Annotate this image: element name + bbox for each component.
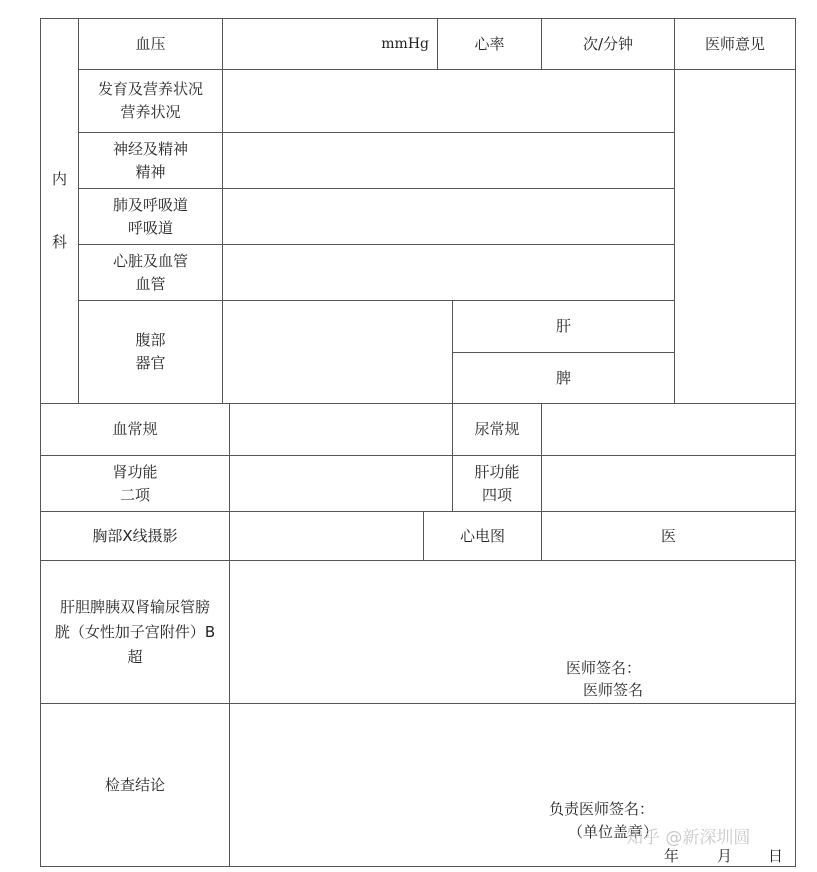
abdomen-label-line2: 器官 [135,354,166,372]
date-day: 日 [768,847,784,865]
chest-xray-label [40,511,230,561]
heart-rate-unit: 次/分钟 [582,34,634,53]
ecg-field[interactable] [541,511,796,561]
date-month: 月 [717,847,733,865]
row-label-line1: 神经及精神 [112,139,188,158]
internal-medicine-char-2: 科 [51,233,67,251]
date-year: 年 [664,847,680,865]
kidney-function-field[interactable] [229,455,453,512]
lung-respiratory-label [78,188,223,245]
conclusion-label-text: 检查结论 [104,775,165,794]
spleen-label [452,352,675,404]
doctor-opinion-field[interactable] [674,69,796,404]
chest-xray-field[interactable] [229,511,424,561]
blood-routine-text: 血常规 [112,420,158,438]
conclusion-label [40,703,230,867]
row-label-line1: 发育及营养状况 [97,80,203,98]
liver-function-line1: 肝功能 [474,462,520,481]
liver-label-text: 肝 [555,317,571,335]
nerve-mental-field[interactable] [222,132,675,189]
kidney-function-line2: 二项 [119,485,150,504]
abdomen-field[interactable] [222,300,453,404]
ultrasound-label-text: 肝胆脾胰双肾输尿管膀胱（女性加子宫附件）B超 [54,597,216,666]
zhihu-watermark: 知乎 @新深圳圆 [626,828,751,848]
liver-function-line2: 四项 [481,485,512,504]
row-label-line1: 肺及呼吸道 [112,195,188,214]
ecg-label [423,511,542,561]
doctor-opinion-text: 医师意见 [704,34,765,53]
liver-function-label [452,455,542,512]
lung-respiratory-field[interactable] [222,188,675,245]
kidney-function-label [40,455,230,512]
responsible-doctor-signature: 负责医师签名： [549,800,655,818]
abdomen-label [78,300,223,404]
ultrasound-label [40,560,230,704]
blood-pressure-unit: mmHg [381,35,429,52]
ultrasound-doctor-signature: 医师签名： [566,659,642,677]
row-label-line2: 精神 [135,162,166,181]
development-nutrition-field[interactable] [222,69,675,133]
row-label-line1: 心脏及血管 [112,251,188,270]
doctor-opinion-label [674,18,796,70]
liver-function-field[interactable] [541,455,796,512]
kidney-function-line1: 肾功能 [112,462,158,481]
row-label-line2: 营养状况 [120,103,181,121]
nerve-mental-label [78,132,223,189]
liver-label [452,300,675,353]
urine-routine-field[interactable] [541,403,796,456]
development-nutrition-label [78,69,223,133]
row-label-line2: 呼吸道 [127,218,173,237]
ultrasound-field[interactable] [229,560,796,704]
row-label-line2: 血管 [135,274,166,293]
unit-seal: （单位盖章） [568,823,659,841]
blood-pressure-label-text: 血压 [135,34,166,53]
blood-routine-label [40,403,230,456]
heart-rate-value[interactable] [541,18,675,70]
heart-vessel-field[interactable] [222,244,675,301]
abdomen-label-line1: 腹部 [135,331,166,349]
ecg-doctor-text: 医 [660,526,676,545]
internal-medicine-char-1: 内 [51,170,67,188]
blood-pressure-value[interactable] [222,18,438,70]
blood-pressure-label [78,18,223,70]
chest-xray-text: 胸部X线摄影 [92,526,178,545]
urine-routine-text: 尿常规 [474,420,520,438]
spleen-label-text: 脾 [555,368,571,387]
heart-vessel-label [78,244,223,301]
blood-routine-field[interactable] [229,403,453,456]
urine-routine-label [452,403,542,456]
heart-rate-label [437,18,542,70]
internal-medicine-label [40,18,79,404]
heart-rate-label-text: 心率 [474,34,505,53]
ecg-text: 心电图 [459,526,505,545]
ultrasound-doctor-signature-line2: 医师签名 [583,681,644,699]
